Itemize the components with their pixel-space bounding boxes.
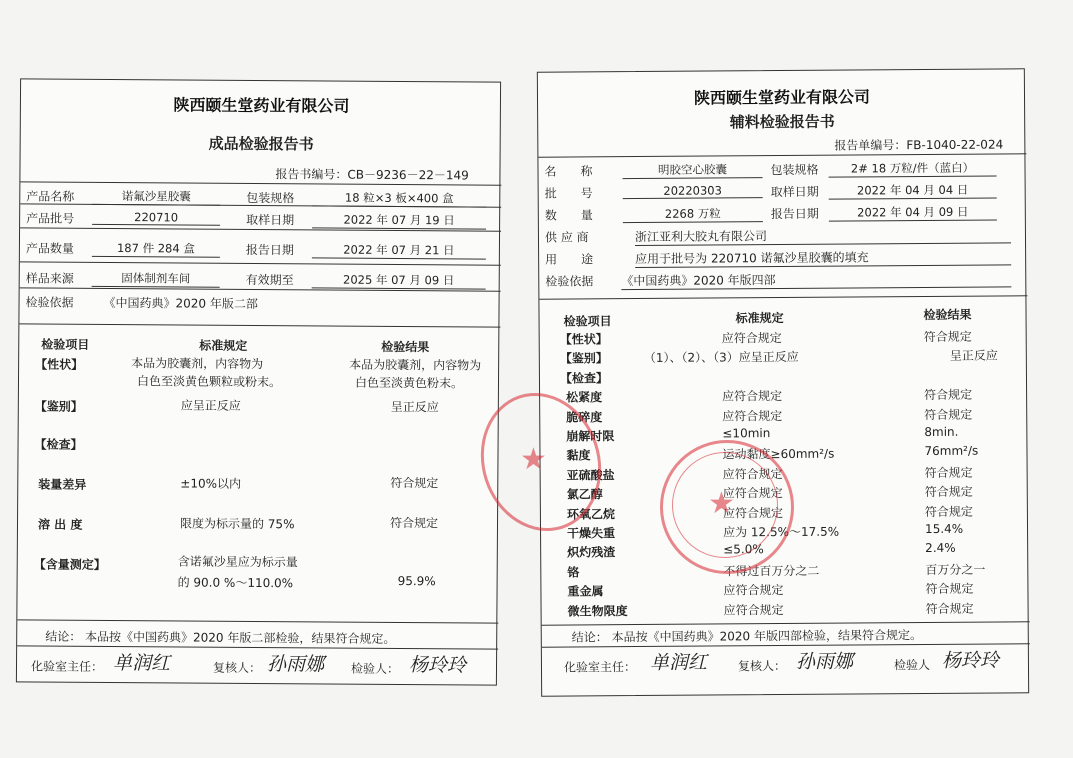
row-result: 符合规定 bbox=[924, 465, 973, 480]
sample-date-label: 取样日期 bbox=[770, 184, 819, 200]
row-item: 【鉴别】 bbox=[559, 351, 608, 366]
divider bbox=[20, 261, 501, 265]
divider bbox=[17, 619, 498, 623]
std-appearance-2: 白色至淡黄色颗粒或粉末。 bbox=[136, 374, 282, 390]
row-result: 百万分之一 bbox=[925, 562, 986, 577]
report-title: 成品检验报告书 bbox=[208, 134, 314, 154]
std-assay-1: 含诺氟沙星应为标示量 bbox=[177, 554, 298, 570]
quantity-label: 数 量 bbox=[544, 208, 593, 223]
pack-value: 2# 18 万粒/件（蓝白） bbox=[828, 160, 996, 178]
director-signature: 单润红 bbox=[112, 651, 171, 675]
row-item: 炽灼残渣 bbox=[567, 545, 616, 560]
name-value: 明胶空心胶囊 bbox=[622, 161, 762, 179]
item-dissolution: 溶 出 度 bbox=[37, 517, 83, 532]
director-label: 化验室主任： bbox=[30, 659, 104, 674]
basis-value: 《中国药典》2020 年版四部 bbox=[621, 269, 1011, 290]
report-title: 辅料检验报告书 bbox=[729, 112, 835, 132]
row-item: 铬 bbox=[567, 565, 580, 580]
row-standard: 不得过百万分之二 bbox=[723, 563, 820, 579]
row-standard: 应符合规定 bbox=[722, 466, 783, 482]
usage-label: 用 途 bbox=[545, 252, 594, 267]
row-standard: 应为 12.5%～17.5% bbox=[722, 524, 840, 540]
basis-label: 检验依据 bbox=[545, 274, 594, 289]
report-date-label: 报告日期 bbox=[770, 206, 819, 222]
header-item: 检验项目 bbox=[41, 337, 90, 352]
row-result: 符合规定 bbox=[923, 329, 972, 345]
divider bbox=[538, 153, 1026, 157]
row-standard: 应符合规定 bbox=[722, 408, 783, 424]
row-item: 【性状】 bbox=[559, 332, 608, 347]
row-item: 微生物限度 bbox=[567, 603, 628, 619]
std-identification: 应呈正反应 bbox=[180, 398, 241, 413]
inspector-label: 检验人： bbox=[350, 661, 400, 676]
row-item: 环氧乙烷 bbox=[566, 506, 615, 522]
director-signature: 单润红 bbox=[649, 651, 708, 674]
sample-date-value: 2022 年 04 月 04 日 bbox=[829, 182, 997, 200]
quantity-value: 2268 万粒 bbox=[623, 205, 763, 223]
finished-product-report bbox=[16, 78, 501, 685]
pack-value: 18 粒×3 板×400 盒 bbox=[312, 189, 486, 207]
res-appearance-1: 本品为胶囊剂，内容物为 bbox=[349, 357, 482, 373]
std-fill-variation: ±10%以内 bbox=[180, 476, 242, 491]
row-result: 呈正反应 bbox=[949, 348, 998, 364]
row-standard: ≤5.0% bbox=[723, 542, 764, 557]
reviewer-signature: 孙雨娜 bbox=[266, 653, 325, 676]
row-result: 符合规定 bbox=[924, 387, 973, 403]
expiry-label: 有效期至 bbox=[245, 272, 294, 288]
inspector-signature: 杨玲玲 bbox=[941, 649, 1000, 672]
pack-label: 包装规格 bbox=[246, 190, 295, 206]
row-standard: 应符合规定 bbox=[723, 583, 784, 598]
row-standard: 应符合规定 bbox=[723, 602, 784, 618]
row-result: 76mm²/s bbox=[924, 444, 979, 459]
row-result: 8min. bbox=[924, 424, 959, 440]
report-number: 报告书编号：CB－9236－22－149 bbox=[275, 167, 469, 183]
row-standard: ≤10min bbox=[722, 426, 771, 441]
conclusion: 结论： 本品按《中国药典》2020 年版四部检验，结果符合规定。 bbox=[571, 628, 922, 645]
source-value: 固体制剂车间 bbox=[92, 270, 220, 288]
source-label: 样品来源 bbox=[25, 271, 74, 286]
pack-label: 包装规格 bbox=[770, 162, 819, 178]
row-result: 符合规定 bbox=[925, 581, 974, 597]
item-inspection: 【检查】 bbox=[34, 437, 83, 452]
report-date-label: 报告日期 bbox=[245, 242, 294, 258]
header-item: 检验项目 bbox=[563, 314, 612, 329]
divider bbox=[19, 323, 500, 327]
std-dissolution: 限度为标示量的 75% bbox=[179, 516, 295, 532]
row-result: 2.4% bbox=[925, 541, 956, 556]
item-identification: 【鉴别】 bbox=[34, 399, 83, 414]
row-item: 脆碎度 bbox=[566, 409, 603, 425]
row-standard: 应符合规定 bbox=[722, 505, 783, 521]
row-result: 符合规定 bbox=[924, 407, 973, 422]
item-appearance: 【性状】 bbox=[35, 357, 84, 372]
item-assay: 【含量测定】 bbox=[33, 557, 106, 572]
row-standard: 应符合规定 bbox=[721, 331, 782, 346]
header-standard: 标准规定 bbox=[199, 338, 248, 353]
row-standard: （1）、（2）、（3）应呈正反应 bbox=[643, 350, 799, 366]
sample-date-value: 2022 年 07 月 19 日 bbox=[312, 211, 486, 229]
res-fill-variation: 符合规定 bbox=[390, 475, 439, 491]
basis-value: 《中国药典》2020 年版二部 bbox=[103, 295, 258, 311]
header-result: 检验结果 bbox=[381, 339, 430, 355]
row-item: 重金属 bbox=[567, 584, 604, 599]
row-item: 氯乙醇 bbox=[566, 487, 603, 502]
row-standard: 运动黏度≥60mm²/s bbox=[722, 447, 835, 462]
report-date-value: 2022 年 04 月 09 日 bbox=[829, 204, 997, 222]
divider bbox=[539, 295, 1027, 299]
excipient-report bbox=[537, 68, 1029, 696]
director-label: 化验室主任： bbox=[563, 660, 637, 675]
row-item: 干燥失重 bbox=[567, 526, 616, 541]
usage-value: 应用于批号为 220710 诺氟沙星胶囊的填充 bbox=[635, 247, 1011, 268]
supplier-value: 浙江亚利大胶丸有限公司 bbox=[635, 225, 1011, 246]
row-result: 符合规定 bbox=[925, 601, 974, 616]
expiry-value: 2025 年 07 月 09 日 bbox=[312, 271, 486, 289]
header-standard: 标准规定 bbox=[735, 310, 784, 326]
inspector-label: 检验人 bbox=[893, 657, 931, 673]
reviewer-signature: 孙雨娜 bbox=[795, 650, 854, 673]
row-result: 符合规定 bbox=[924, 504, 973, 519]
res-assay: 95.9% bbox=[397, 573, 436, 589]
sample-date-label: 取样日期 bbox=[246, 212, 295, 228]
reviewer-label: 复核人： bbox=[212, 660, 262, 676]
row-item: 松紧度 bbox=[566, 390, 603, 405]
row-result: 15.4% bbox=[924, 521, 964, 537]
batch-label: 产品批号 bbox=[26, 211, 75, 226]
product-name-label: 产品名称 bbox=[26, 189, 75, 204]
std-appearance-1: 本品为胶囊剂，内容物为 bbox=[131, 356, 264, 372]
row-standard: 应符合规定 bbox=[722, 389, 783, 404]
name-label: 名 称 bbox=[544, 164, 593, 179]
product-name-value: 诺氟沙星胶囊 bbox=[92, 188, 220, 206]
header-result: 检验结果 bbox=[923, 307, 972, 323]
report-number: 报告单编号：FB-1040-22-024 bbox=[834, 137, 1004, 153]
std-assay-2: 的 90.0 %～110.0% bbox=[177, 575, 294, 591]
row-standard: 应符合规定 bbox=[722, 486, 783, 501]
quantity-value: 187 件 284 盒 bbox=[92, 240, 220, 258]
batch-label: 批 号 bbox=[544, 186, 593, 201]
item-fill-variation: 装量差异 bbox=[38, 477, 87, 492]
reviewer-label: 复核人： bbox=[737, 658, 787, 674]
basis-label: 检验依据 bbox=[25, 295, 74, 310]
res-dissolution: 符合规定 bbox=[389, 515, 439, 531]
supplier-label: 供 应 商 bbox=[544, 230, 589, 245]
conclusion: 结论： 本品按《中国药典》2020 年版二部检验，结果符合规定。 bbox=[45, 629, 396, 646]
batch-value: 20220303 bbox=[623, 183, 763, 199]
divider bbox=[542, 621, 1030, 625]
row-item: 【检查】 bbox=[559, 371, 609, 386]
row-item: 亚硫酸盐 bbox=[566, 467, 615, 483]
report-date-value: 2022 年 07 月 21 日 bbox=[312, 241, 486, 259]
company-name: 陕西颐生堂药业有限公司 bbox=[173, 95, 350, 116]
inspector-signature: 杨玲玲 bbox=[408, 654, 467, 677]
row-item: 崩解时限 bbox=[566, 429, 615, 444]
res-identification: 呈正反应 bbox=[390, 399, 439, 415]
res-appearance-2: 白色至淡黄色粉末。 bbox=[354, 375, 464, 391]
company-name: 陕西颐生堂药业有限公司 bbox=[693, 87, 871, 108]
row-item: 黏度 bbox=[566, 448, 591, 463]
batch-value: 220710 bbox=[92, 210, 220, 226]
row-result: 符合规定 bbox=[924, 484, 973, 500]
quantity-label: 产品数量 bbox=[25, 241, 74, 256]
